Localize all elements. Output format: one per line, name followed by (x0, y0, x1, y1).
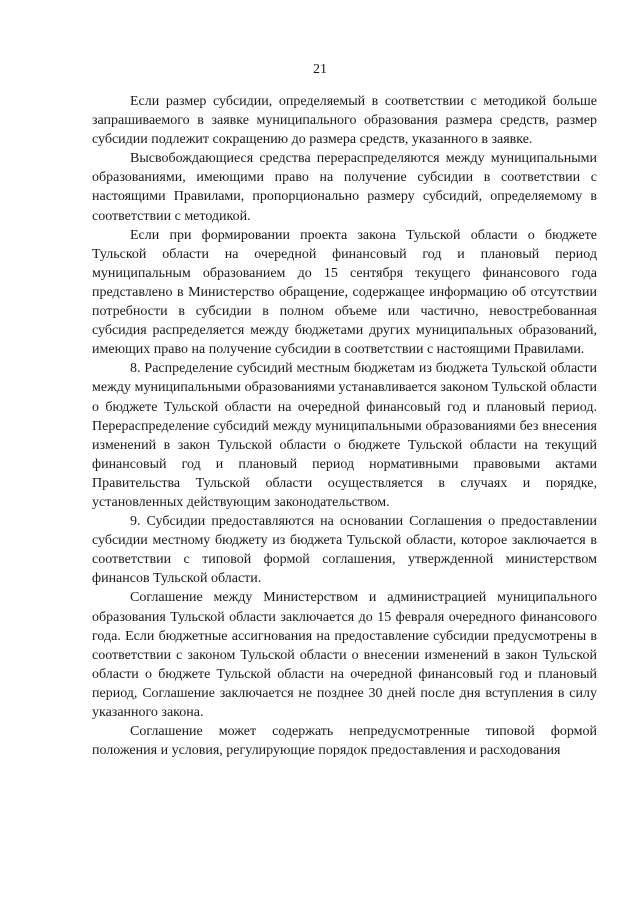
paragraph: 9. Субсидии предоставляются на основании Соглашения о предоставлении субсидии местному бюджету из бюджета Тульской области, которое заключается в соответствии с типовой формой соглашения, утвержденной министерством финансов Тульской области. (92, 514, 597, 587)
paragraph: Высвобождающиеся средства перераспределяются между муниципальными образованиями, имеющими право на получение субсидии в соответствии с настоящими Правилами, пропорционально размеру субсидий, определяемому в соответствии с методикой. (92, 151, 597, 224)
paragraph: 8. Распределение субсидий местным бюджетам из бюджета Тульской области между муниципальными образованиями устанавливается законом Тульской области о бюджете Тульской области на очередной финансовый год и плановый период. Перераспределение субсидий между муниципальными образованиями без внесения изменений в закон Тульской области о бюджете Тульской области на текущий финансовый год и плановый период нормативными правовыми актами Правительства Тульской области осуществляется в случаях и порядке, установленных действующим законодательством. (92, 361, 597, 510)
paragraph: Если размер субсидии, определяемый в соответствии с методикой больше запрашиваемого в заявке муниципального образования размера средств, размер субсидии подлежит сокращению до размера средств, указанного в заявке. (92, 94, 597, 148)
document-body (92, 92, 597, 760)
paragraph: Если при формировании проекта закона Тульской области о бюджете Тульской области на очередной финансовый год и плановый период муниципальным образованием до 15 сентября текущего финансового года представлено в Министерство обращение, содержащее информацию об отсутствии потребности в субсидии в полном объеме или частично, невостребованная субсидия распределяется между бюджетами других муниципальных образований, имеющих право на получение субсидии в соответствии с настоящими Правилами. (92, 227, 597, 358)
paragraph: Соглашение между Министерством и администрацией муниципального образования Тульской области заключается до 15 февраля очередного финансового года. Если бюджетные ассигнования на предоставление субсидии предусмотрены в соответствии с законом Тульской области о внесении изменений в закон Тульской области о бюджете Тульской области на очередной финансовый год и плановый период, Соглашение заключается не позднее 30 дней после дня вступления в силу указанного закона. (92, 590, 597, 720)
page-number: 21 (313, 62, 327, 77)
paragraph: Соглашение может содержать непредусмотренные типовой формой положения и условия, регулирующие порядок предоставления и расходования (92, 724, 597, 759)
